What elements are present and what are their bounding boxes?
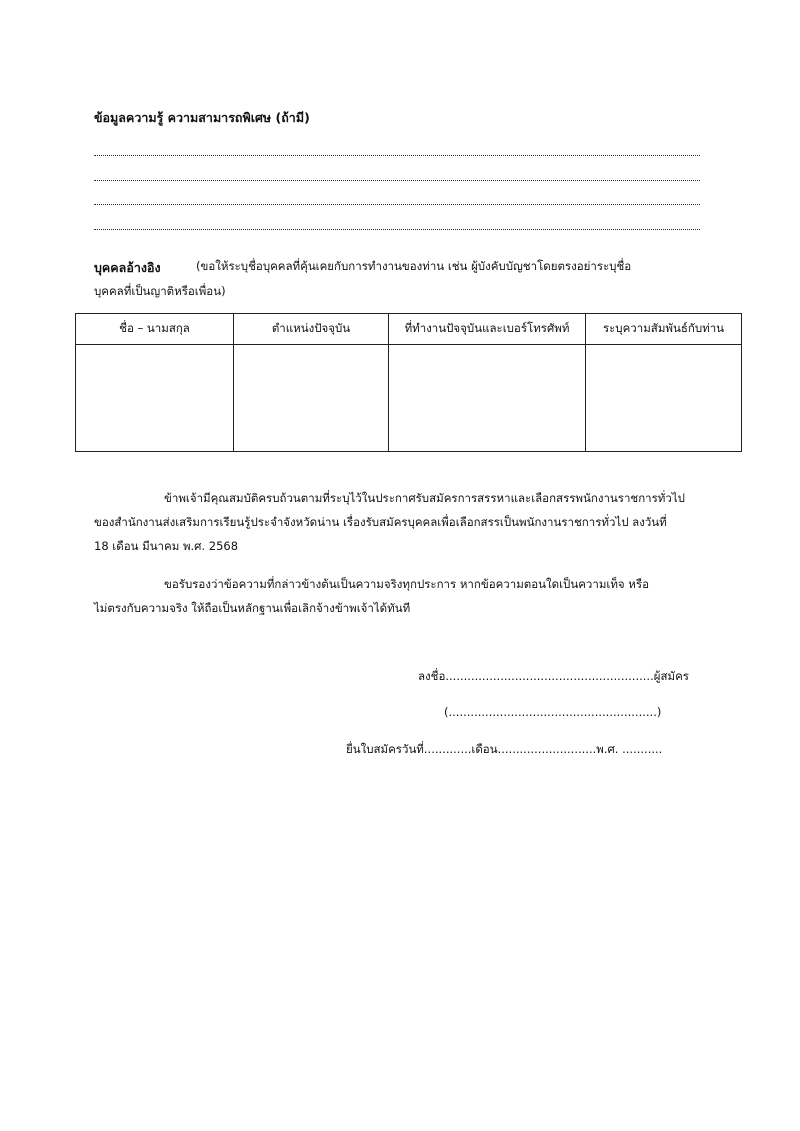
references-instruction-line1: (ขอให้ระบุชื่อบุคคลที่คุ้นเคยกับการทำงานของท่าน เช่น ผู้บังคับบัญชาโดยตรงอย่าระบุชื่อ xyxy=(196,259,632,273)
certification-paragraph xyxy=(94,572,700,620)
certification-line1: ขอรับรองว่าข้อความที่กล่าวข้างต้นเป็นความจริงทุกประการ หากข้อความตอนใดเป็นความเท็จ หรือ xyxy=(164,577,649,591)
references-table-header xyxy=(76,314,742,345)
cell-relationship[interactable] xyxy=(586,345,742,452)
certification-line2: ไม่ตรงกับความจริง ให้ถือเป็นหลักฐานเพื่อเลิกจ้างข้าพเจ้าได้ทันที xyxy=(94,601,411,615)
column-header-workplace-phone: ที่ทำงานปัจจุบันและเบอร์โทรศัพท์ xyxy=(389,314,586,345)
declaration-line3: 18 เดือน มีนาคม พ.ศ. 2568 xyxy=(94,539,239,553)
references-heading: บุคคลอ้างอิง xyxy=(94,260,161,275)
signature-line[interactable]: ลงชื่อ.........................................................ผู้สมัคร xyxy=(418,669,689,683)
cell-position[interactable] xyxy=(234,345,389,452)
column-header-position: ตำแหน่งปัจจุบัน xyxy=(234,314,389,345)
printed-name-line[interactable]: (.........................................................) xyxy=(444,705,662,719)
cell-name[interactable] xyxy=(76,345,234,452)
application-date-line[interactable]: ยื่นใบสมัครวันที่.............เดือน...........................พ.ศ. ........... xyxy=(346,742,663,756)
declaration-line2: ของสำนักงานส่งเสริมการเรียนรู้ประจำจังหวัดน่าน เรื่องรับสมัครบุคคลเพื่อเลือกสรรเป็นพนักงานราชการทั่วไป ลงวันที่ xyxy=(94,515,667,529)
table-row xyxy=(76,345,742,452)
declaration-paragraph xyxy=(94,486,700,558)
cell-workplace-phone[interactable] xyxy=(389,345,586,452)
special-skills-heading: ข้อมูลความรู้ ความสามารถพิเศษ (ถ้ามี) xyxy=(94,110,310,125)
column-header-name: ชื่อ – นามสกุล xyxy=(76,314,234,345)
declaration-line1: ข้าพเจ้ามีคุณสมบัติครบถ้วนตามที่ระบุไว้ในประกาศรับสมัครการสรรหาและเลือกสรรพนักงานราชการทั่วไป xyxy=(164,491,685,505)
skills-blank-line-4[interactable] xyxy=(94,229,700,230)
skills-blank-line-3[interactable] xyxy=(94,204,700,205)
skills-blank-line-2[interactable] xyxy=(94,180,700,181)
references-table xyxy=(75,313,742,452)
skills-blank-line-1[interactable] xyxy=(94,155,700,156)
references-instruction-line2: บุคคลที่เป็นญาติหรือเพื่อน) xyxy=(94,284,226,298)
column-header-relationship: ระบุความสัมพันธ์กับท่าน xyxy=(586,314,742,345)
